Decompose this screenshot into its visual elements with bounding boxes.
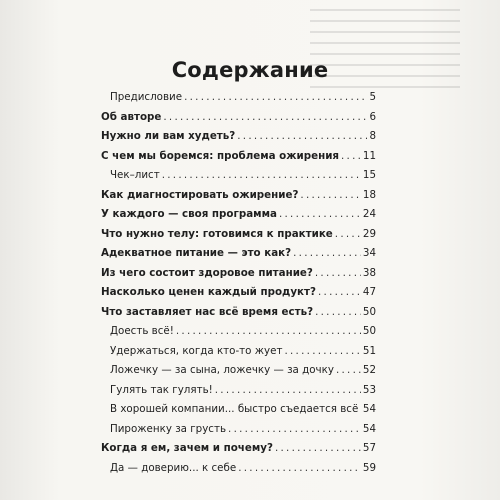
- toc-entry-page: 51: [362, 344, 376, 357]
- dot-leader: [237, 127, 367, 147]
- toc-entry: [101, 303, 376, 323]
- toc-entry-label: Да — доверию... к себе: [110, 461, 237, 474]
- toc-entry: [101, 127, 376, 147]
- toc-entry-label: Доесть всё!: [110, 325, 174, 337]
- toc-entry-label: Гулять так гулять!: [110, 383, 213, 396]
- toc-entry-page: 29: [362, 227, 376, 240]
- dot-leader: [336, 361, 361, 381]
- toc-entry-label: Когда я ем, зачем и почему?: [101, 442, 273, 454]
- toc-entry: [101, 264, 376, 284]
- dot-leader: [162, 166, 361, 186]
- dot-leader: [176, 322, 361, 342]
- dot-leader: [300, 186, 360, 206]
- toc-entry-label: Пироженку за грусть: [110, 422, 227, 435]
- dot-leader: [318, 283, 361, 303]
- toc-entry: [101, 439, 376, 459]
- toc-entry-page: 15: [362, 169, 376, 181]
- dot-leader: [163, 108, 367, 128]
- toc-entry: [101, 166, 376, 186]
- dot-leader: [275, 439, 361, 459]
- toc-entry-label: Что заставляет нас всё время есть?: [101, 305, 314, 318]
- toc-entry-page: 57: [362, 442, 376, 454]
- dot-leader: [284, 342, 360, 362]
- dot-leader: [184, 88, 367, 108]
- toc-entry: [101, 420, 376, 440]
- toc-entry: [101, 342, 376, 362]
- toc-entry-label: Чек–лист: [110, 169, 160, 181]
- dot-leader: [279, 205, 361, 225]
- toc-entry: [101, 225, 376, 245]
- toc-entry: [101, 381, 376, 401]
- toc-entry-page: 6: [369, 110, 376, 123]
- dot-leader: [335, 225, 361, 245]
- toc-entry-label: Удержаться, когда кто-то жует: [110, 344, 283, 357]
- toc-entry-label: С чем мы боремся: проблема ожирения: [101, 149, 340, 162]
- toc-entry-page: 52: [362, 364, 376, 376]
- toc-entry-page: 8: [369, 130, 376, 142]
- toc-entry-page: 50: [362, 325, 376, 337]
- dot-leader: [341, 147, 361, 167]
- page-title: Содержание: [171, 58, 329, 82]
- toc-entry-page: 50: [362, 305, 376, 318]
- toc-entry-label: Адекватное питание — это как?: [101, 247, 292, 259]
- table-of-contents: [101, 88, 376, 478]
- toc-entry: [101, 459, 376, 479]
- toc-entry-label: Об авторе: [101, 110, 162, 123]
- toc-entry-label: Как диагностировать ожирение?: [101, 188, 299, 201]
- toc-entry: [101, 186, 376, 206]
- toc-entry-page: 5: [369, 91, 376, 103]
- toc-entry-page: 59: [362, 461, 376, 474]
- dot-leader: [315, 303, 361, 323]
- toc-entry: [101, 283, 376, 303]
- toc-entry: [101, 108, 376, 128]
- dot-leader: [238, 459, 361, 479]
- toc-entry: [101, 88, 376, 108]
- toc-entry: [101, 322, 376, 342]
- toc-entry-label: Насколько ценен каждый продукт?: [101, 286, 316, 298]
- toc-entry: [101, 361, 376, 381]
- toc-entry-label: Нужно ли вам худеть?: [101, 130, 236, 142]
- toc-entry-page: 18: [362, 188, 376, 201]
- toc-entry: [101, 400, 376, 420]
- toc-entry-page: 53: [362, 383, 376, 396]
- toc-entry-label: Ложечку — за сына, ложечку — за дочку: [110, 364, 334, 376]
- toc-entry-label: Предисловие: [110, 91, 183, 103]
- toc-entry-page: 24: [362, 208, 376, 220]
- dot-leader: [215, 381, 361, 401]
- dot-leader: [315, 264, 361, 284]
- toc-entry-page: 54: [362, 422, 376, 435]
- toc-entry-page: 11: [362, 149, 376, 162]
- toc-entry-page: 34: [362, 247, 376, 259]
- dot-leader: [360, 400, 361, 420]
- toc-entry-page: 47: [362, 286, 376, 298]
- toc-entry: [101, 147, 376, 167]
- toc-entry-label: В хорошей компании... быстро съедается всё: [110, 403, 359, 415]
- toc-entry-label: Что нужно телу: готовимся к практике: [101, 227, 333, 240]
- dot-leader: [228, 420, 361, 440]
- toc-entry-page: 38: [362, 266, 376, 279]
- toc-entry-page: 54: [362, 403, 376, 415]
- dot-leader: [293, 244, 361, 264]
- toc-entry-label: У каждого — своя программа: [101, 208, 277, 220]
- toc-entry: [101, 205, 376, 225]
- toc-entry: [101, 244, 376, 264]
- toc-entry-label: Из чего состоит здоровое питание?: [101, 266, 313, 279]
